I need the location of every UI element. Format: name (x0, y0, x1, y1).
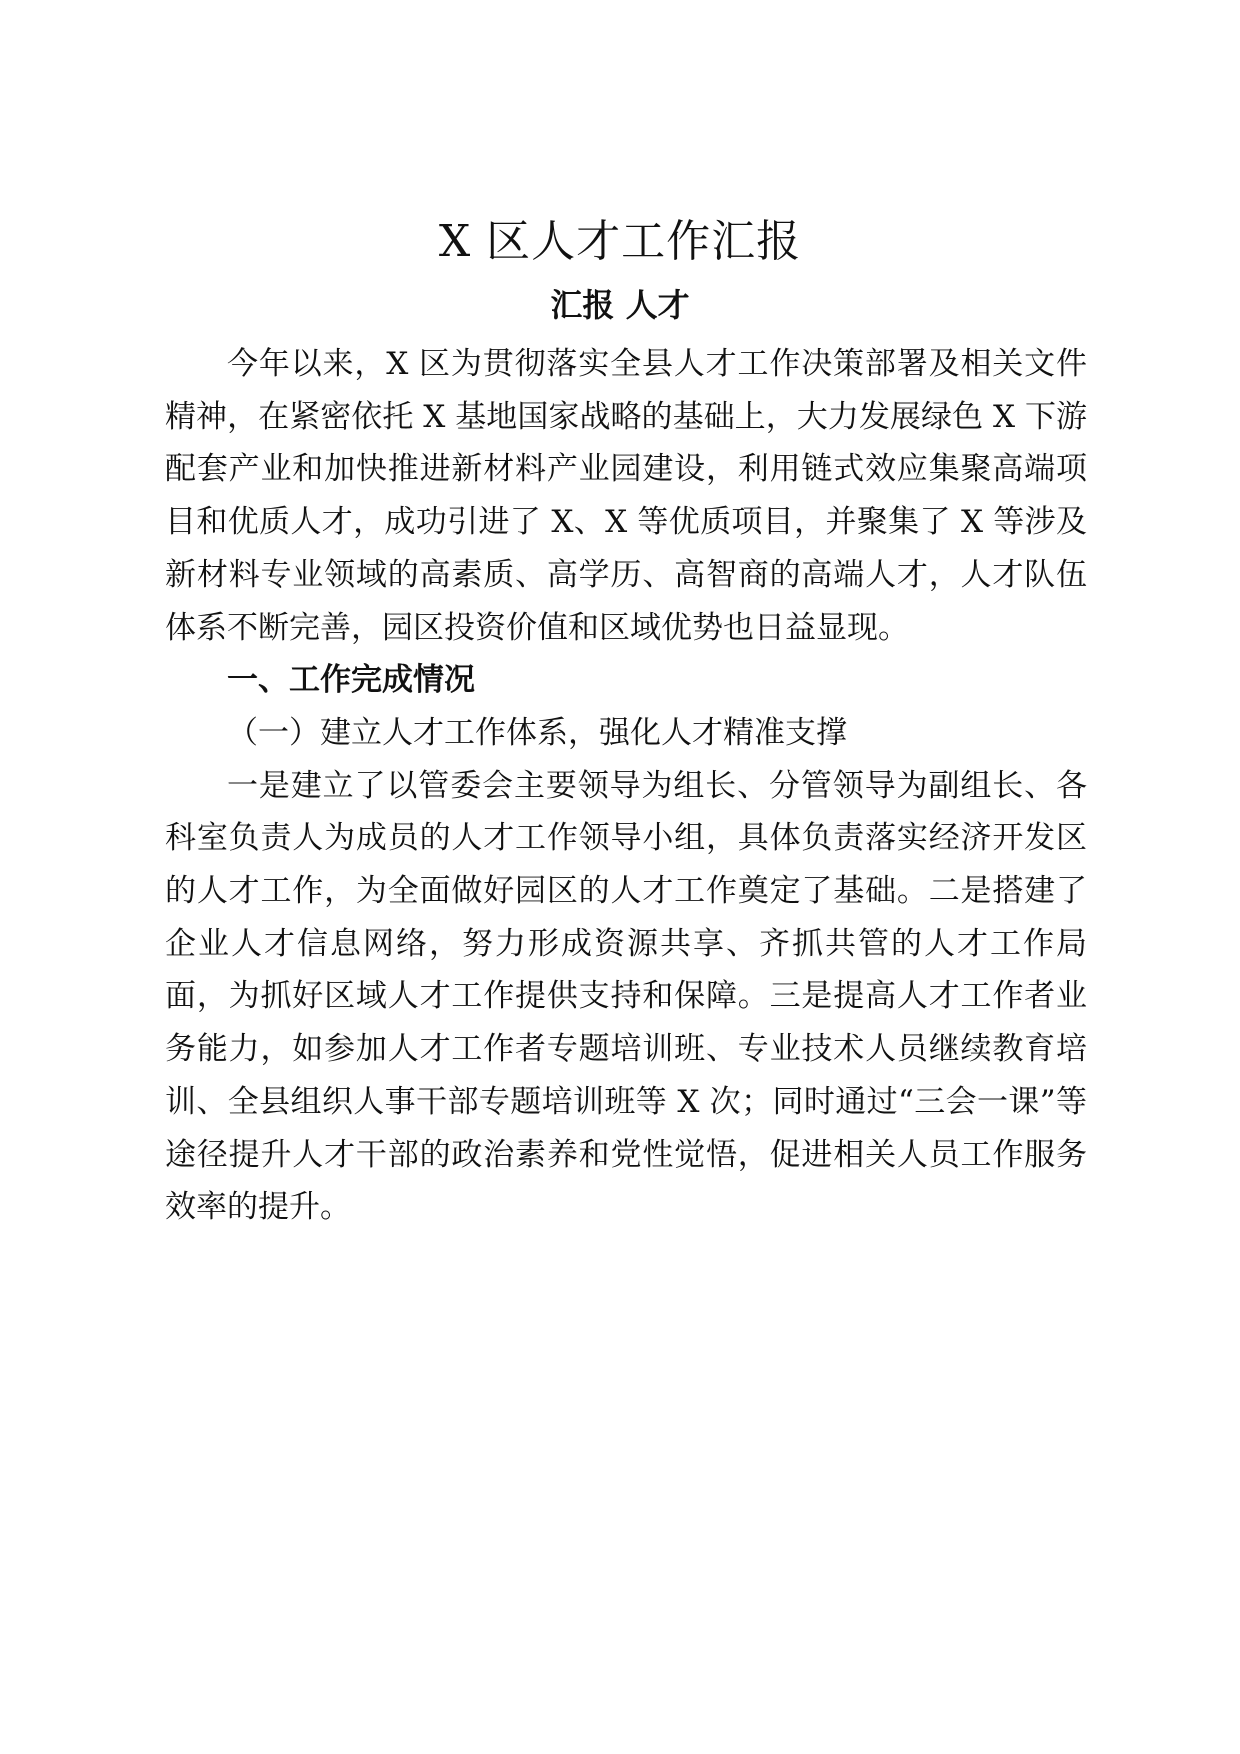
intro-paragraph: 今年以来，X 区为贯彻落实全县人才工作决策部署及相关文件精神，在紧密依托 X 基地国家战略的基础上，大力发展绿色 X 下游配套产业和加快推进新材料产业园建设，利用链式效应集聚高端项目和优质人才，成功引进了 X、X 等优质项目，并聚集了 X 等涉及新材料专业领域的高素质、高学历、高智商的高端人才，人才队伍体系不断完善，园区投资价值和区域优势也日益显现。 (165, 346, 1087, 646)
subsection-heading: （一）建立人才工作体系，强化人才精准支撑 (227, 714, 847, 751)
section-heading: 一、工作完成情况 (227, 662, 475, 699)
document-subtitle: 汇报 人才 (550, 286, 690, 324)
document-title: X 区人才工作汇报 (438, 216, 802, 267)
document-body (165, 338, 1087, 1234)
subsection-paragraph: 一是建立了以管委会主要领导为组长、分管领导为副组长、各科室负责人为成员的人才工作领导小组，具体负责落实经济开发区的人才工作，为全面做好园区的人才工作奠定了基础。二是搭建了企业人才信息网络，努力形成资源共享、齐抓共管的人才工作局面，为抓好区域人才工作提供支持和保障。三是提高人才工作者业务能力，如参加人才工作者专题培训班、专业技术人员继续教育培训、全县组织人事干部专题培训班等 X 次；同时通过“三会一课”等途径提升人才干部的政治素养和党性觉悟，促进相关人员工作服务效率的提升。 (165, 767, 1087, 1226)
